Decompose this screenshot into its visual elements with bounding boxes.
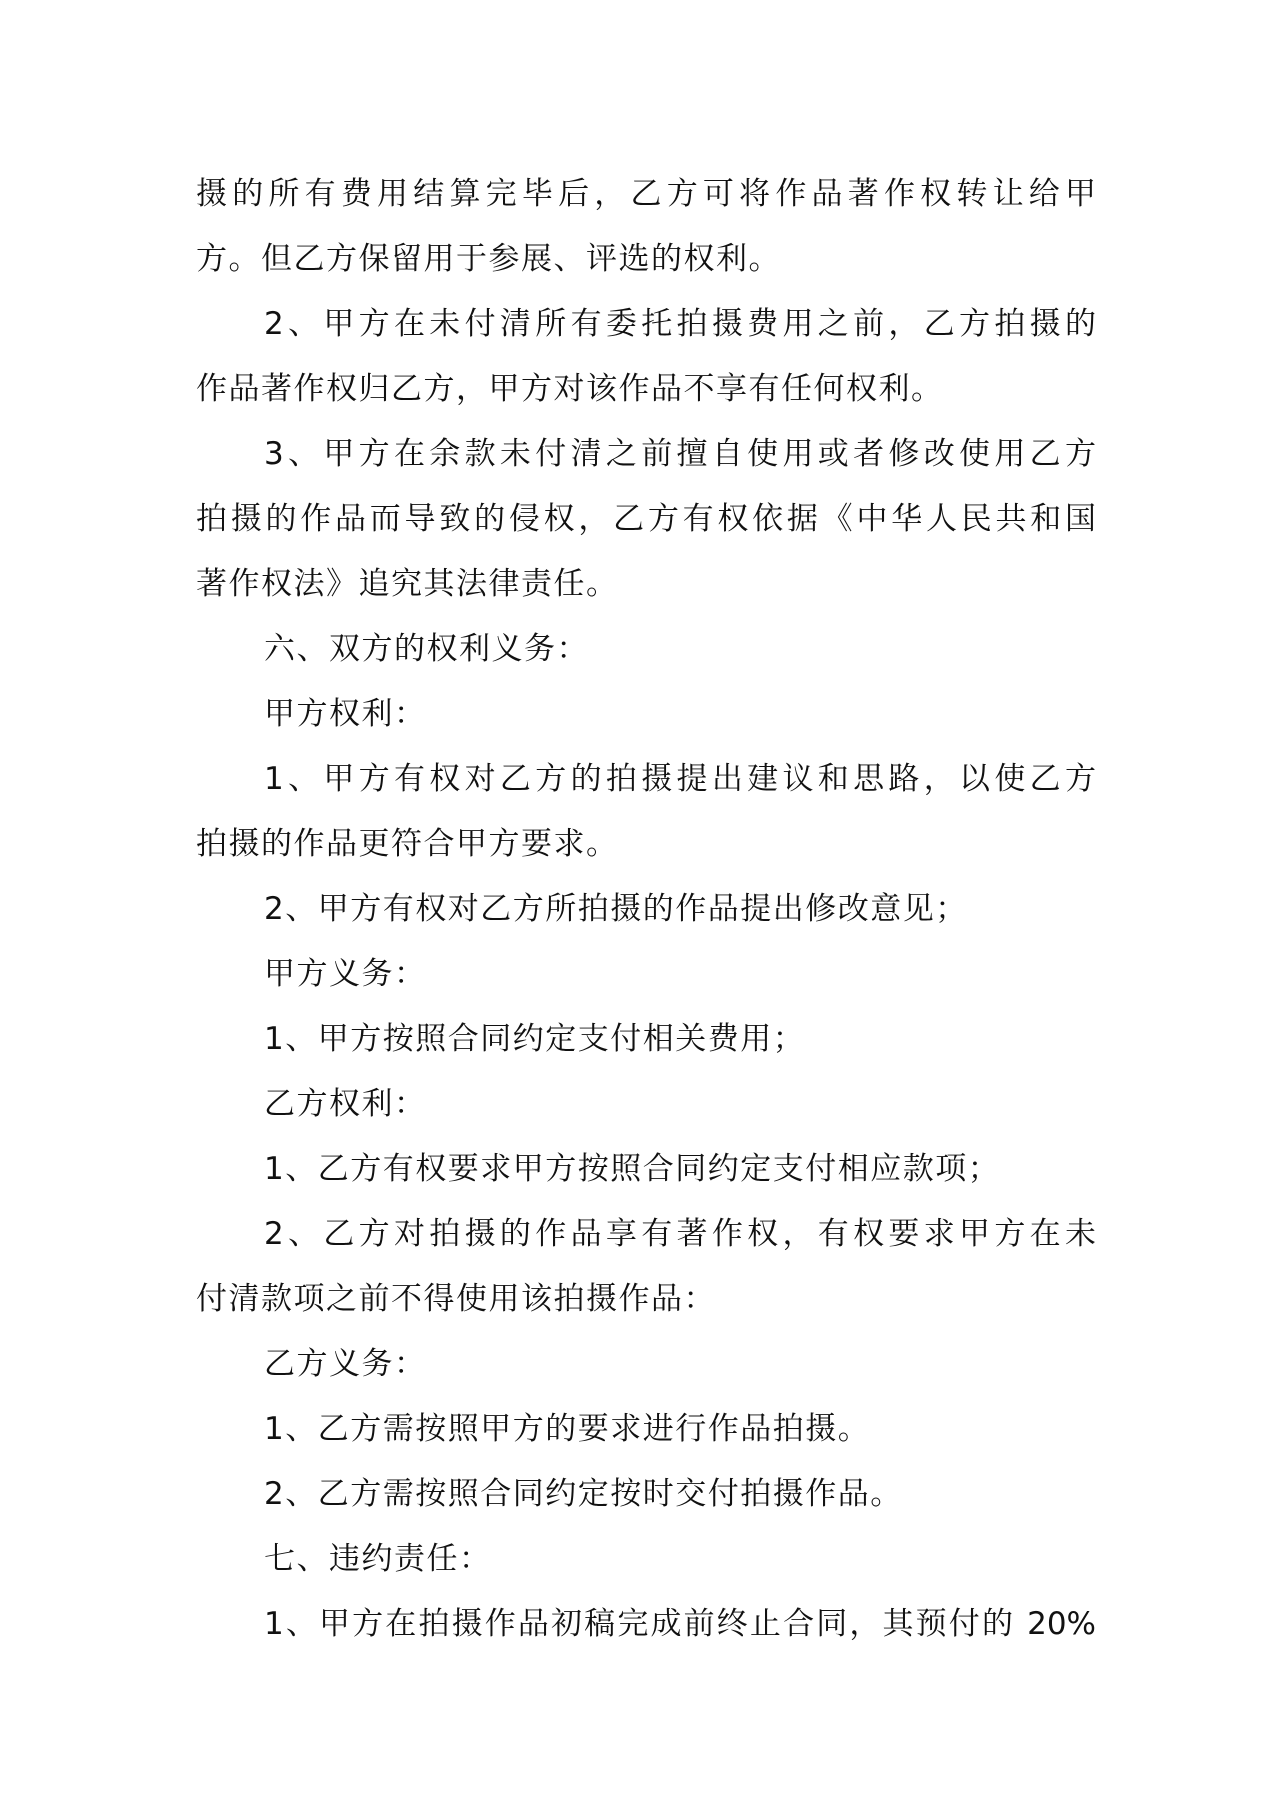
text-line: 拍摄的作品而导致的侵权，乙方有权依据《中华人民共和国 [196, 501, 1096, 537]
section-heading: 六、双方的权利义务： [264, 631, 589, 667]
subsection-heading: 乙方权利： [264, 1086, 427, 1122]
text-line: 1、甲方在拍摄作品初稿完成前终止合同，其预付的 20% [264, 1606, 1096, 1642]
text-line: 2、甲方有权对乙方所拍摄的作品提出修改意见； [264, 891, 968, 927]
text-line: 拍摄的作品更符合甲方要求。 [196, 826, 619, 862]
subsection-heading: 甲方义务： [264, 956, 427, 992]
text-line: 摄的所有费用结算完毕后，乙方可将作品著作权转让给甲 [196, 176, 1096, 212]
text-line: 1、甲方按照合同约定支付相关费用； [264, 1021, 806, 1057]
text-line: 1、乙方需按照甲方的要求进行作品拍摄。 [264, 1411, 871, 1447]
text-line: 付清款项之前不得使用该拍摄作品： [196, 1281, 716, 1317]
text-line: 2、甲方在未付清所有委托拍摄费用之前，乙方拍摄的 [264, 306, 1096, 342]
text-line: 著作权法》追究其法律责任。 [196, 566, 619, 602]
text-line: 3、甲方在余款未付清之前擅自使用或者修改使用乙方 [264, 436, 1096, 472]
text-line: 2、乙方需按照合同约定按时交付拍摄作品。 [264, 1476, 903, 1512]
text-line: 2、乙方对拍摄的作品享有著作权，有权要求甲方在未 [264, 1216, 1096, 1252]
section-heading: 七、违约责任： [264, 1541, 492, 1577]
text-line: 方。但乙方保留用于参展、评选的权利。 [196, 241, 781, 277]
text-line: 作品著作权归乙方，甲方对该作品不享有任何权利。 [196, 371, 944, 407]
subsection-heading: 乙方义务： [264, 1346, 427, 1382]
text-line: 1、乙方有权要求甲方按照合同约定支付相应款项； [264, 1151, 1001, 1187]
text-line: 1、甲方有权对乙方的拍摄提出建议和思路，以使乙方 [264, 761, 1096, 797]
contract-text-body [196, 162, 1096, 1657]
subsection-heading: 甲方权利： [264, 696, 427, 732]
